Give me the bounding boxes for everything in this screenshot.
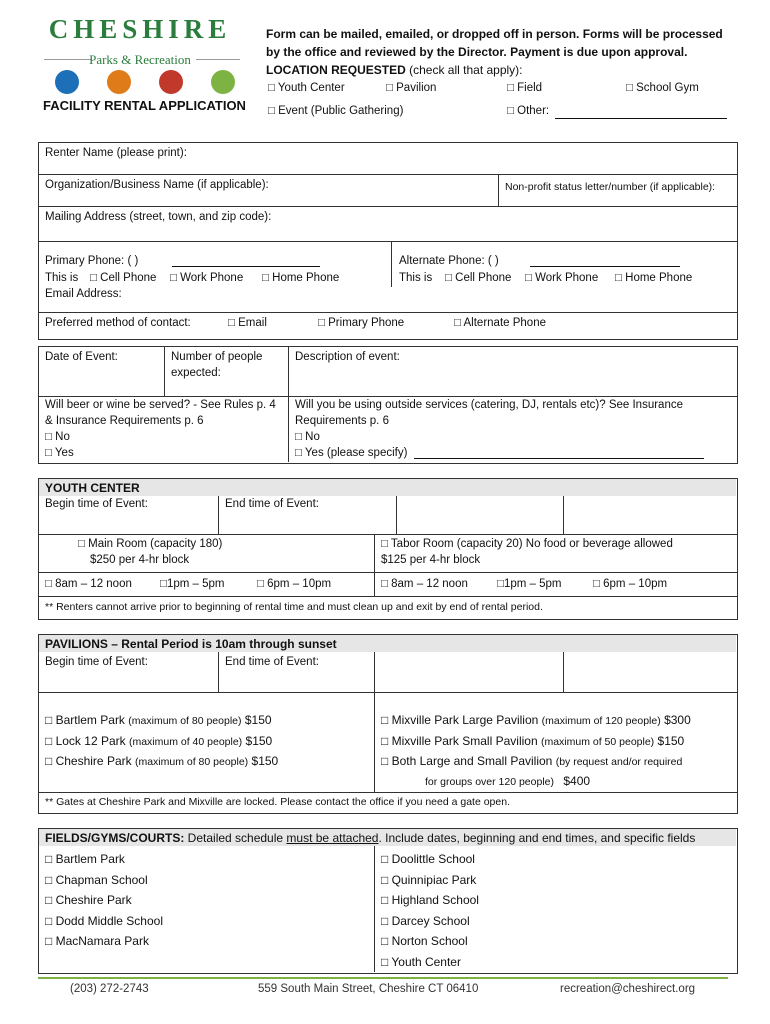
divider-v: [563, 652, 564, 692]
tabor-room-price: $125 per 4-hr block: [381, 554, 481, 566]
pavilion-price: $150: [251, 754, 279, 768]
tabor-slot-1pm-checkbox[interactable]: □1pm – 5pm: [497, 578, 562, 590]
field-option[interactable]: □ Cheshire Park: [45, 893, 132, 908]
outside-yes-checkbox[interactable]: □ Yes (please specify): [295, 447, 408, 459]
main-room-checkbox[interactable]: □ Main Room (capacity 180): [78, 538, 223, 550]
alternate-phone-input[interactable]: [530, 266, 680, 267]
divider-v: [164, 346, 165, 396]
people-icon: [159, 70, 183, 94]
outside-specify-input[interactable]: [414, 458, 704, 459]
yc-rental-note: ** Renters cannot arrive prior to beginning of rental time and must clean up and exit by end of rental period.: [45, 601, 543, 613]
youth-center-header-bg: [39, 479, 736, 496]
divider-v: [288, 346, 289, 462]
alt-cell-checkbox[interactable]: □ Cell Phone: [445, 272, 512, 284]
pref-alternate-checkbox[interactable]: □ Alternate Phone: [454, 317, 546, 329]
loc-youth-center-checkbox[interactable]: □ Youth Center: [268, 82, 345, 94]
divider: [38, 692, 738, 693]
divider-v: [374, 652, 375, 792]
fields-header: [45, 831, 695, 845]
yc-end-time-label: End time of Event:: [225, 498, 319, 510]
primary-work-checkbox[interactable]: □ Work Phone: [170, 272, 244, 284]
location-label: LOCATION REQUESTED: [266, 63, 406, 77]
pavilion-capacity: (by request and/or required: [555, 756, 683, 768]
divider: [38, 174, 738, 175]
pavilion-price: $150: [244, 713, 272, 727]
pavilion-option-mixville-small[interactable]: [381, 734, 684, 748]
main-slot-1pm-checkbox[interactable]: □1pm – 5pm: [160, 578, 225, 590]
loc-other-input-line[interactable]: [555, 118, 727, 119]
field-option[interactable]: □ Doolittle School: [381, 852, 475, 866]
event-description-label: Description of event:: [295, 351, 400, 363]
logo-icons: [55, 70, 235, 94]
youth-center-title: YOUTH CENTER: [45, 481, 140, 495]
alt-work-checkbox[interactable]: □ Work Phone: [525, 272, 599, 284]
org-name-label: Organization/Business Name (if applicable):: [45, 179, 269, 191]
pavilion-name: □ Bartlem Park: [45, 713, 125, 727]
loc-school-gym-checkbox[interactable]: □ School Gym: [626, 82, 699, 94]
gate-note: ** Gates at Cheshire Park and Mixville are locked. Please contact the office if you need a gate open.: [45, 796, 510, 808]
tabor-slot-8am-checkbox[interactable]: □ 8am – 12 noon: [381, 578, 468, 590]
pref-email-checkbox[interactable]: □ Email: [228, 317, 267, 329]
beer-no-checkbox[interactable]: □ No: [45, 431, 70, 443]
divider-v: [396, 496, 397, 534]
pav-begin-time-label: Begin time of Event:: [45, 656, 148, 668]
tabor-slot-6pm-checkbox[interactable]: □ 6pm – 10pm: [593, 578, 668, 590]
pavilion-capacity: (maximum of 80 people): [134, 756, 249, 768]
nonprofit-label: Non-profit status letter/number (if applicable):: [505, 181, 716, 193]
outside-services-question-1: Will you be using outside services (catering, DJ, rentals etc)? See Insurance: [295, 399, 683, 411]
field-option[interactable]: □ Bartlem Park: [45, 852, 125, 866]
form-title: FACILITY RENTAL APPLICATION: [43, 98, 246, 113]
beer-wine-question-2: & Insurance Requirements p. 6: [45, 415, 204, 427]
pavilion-both-price: $400: [563, 774, 591, 788]
field-option[interactable]: □ Norton School: [381, 934, 468, 949]
runner-icon: [211, 70, 235, 94]
pavilion-option-lock12[interactable]: [45, 734, 272, 748]
main-room-price: $250 per 4-hr block: [90, 554, 190, 566]
main-slot-8am-checkbox[interactable]: □ 8am – 12 noon: [45, 578, 132, 590]
people-expected-label-1: Number of people: [171, 351, 263, 363]
intro-line-2: by the office and reviewed by the Director. Payment is due upon approval.: [266, 45, 688, 59]
yc-begin-time-label: Begin time of Event:: [45, 498, 148, 510]
renter-name-label: Renter Name (please print):: [45, 147, 187, 159]
field-option[interactable]: □ Darcey School: [381, 913, 470, 928]
alternate-phone-label: Alternate Phone: ( ): [399, 255, 499, 267]
alt-home-checkbox[interactable]: □ Home Phone: [615, 272, 693, 284]
pavilion-name: □ Mixville Park Small Pavilion: [381, 734, 538, 748]
divider: [38, 206, 738, 207]
alt-this-is-label: This is: [399, 272, 433, 284]
pavilion-capacity: (maximum of 50 people): [540, 736, 655, 748]
beer-yes-checkbox[interactable]: □ Yes: [45, 447, 74, 459]
fields-desc: Detailed schedule: [184, 831, 287, 845]
pavilion-option-both[interactable]: [381, 754, 682, 768]
pavilion-name: □ Both Large and Small Pavilion: [381, 754, 553, 768]
pav-end-time-label: End time of Event:: [225, 656, 319, 668]
divider: [38, 572, 738, 573]
footer-email[interactable]: recreation@cheshirect.org: [560, 983, 696, 995]
divider-v: [218, 652, 219, 692]
this-is-label: This is: [45, 272, 79, 284]
field-option[interactable]: □ Chapman School: [45, 872, 148, 887]
divider-v: [374, 534, 375, 596]
footer-address: 559 South Main Street, Cheshire CT 06410: [258, 983, 479, 995]
loc-pavilion-checkbox[interactable]: □ Pavilion: [386, 82, 437, 94]
loc-event-checkbox[interactable]: □ Event (Public Gathering): [268, 105, 404, 117]
pavilion-option-bartlem[interactable]: [45, 713, 272, 727]
field-option[interactable]: □ Youth Center: [381, 954, 461, 969]
primary-phone-label: Primary Phone: ( ): [45, 255, 139, 267]
pref-primary-checkbox[interactable]: □ Primary Phone: [318, 317, 405, 329]
pavilion-price: $150: [245, 734, 273, 748]
family-icon: [107, 70, 131, 94]
pavilions-title: PAVILIONS – Rental Period is 10am through sunset: [45, 637, 337, 651]
email-address-label: Email Address:: [45, 288, 122, 300]
mailing-address-label: Mailing Address (street, town, and zip code):: [45, 211, 272, 223]
primary-home-checkbox[interactable]: □ Home Phone: [262, 272, 340, 284]
field-option[interactable]: □ Quinnipiac Park: [381, 872, 477, 887]
pavilion-option-mixville-large[interactable]: [381, 713, 691, 727]
beer-wine-question-1: Will beer or wine be served? - See Rules p. 4: [45, 399, 276, 411]
pavilion-capacity: (maximum of 40 people): [128, 736, 243, 748]
loc-other-checkbox[interactable]: □ Other:: [507, 105, 550, 117]
org-logo-title: CHESHIRE: [48, 14, 232, 44]
divider-v: [218, 496, 219, 534]
date-of-event-label: Date of Event:: [45, 351, 118, 363]
footer-phone: (203) 272-2743: [70, 983, 149, 995]
field-option[interactable]: □ MacNamara Park: [45, 934, 149, 949]
fields-left-list: [45, 849, 163, 952]
swimmer-icon: [55, 70, 79, 94]
divider: [38, 396, 738, 397]
divider: [38, 596, 738, 597]
fields-title: FIELDS/GYMS/COURTS:: [45, 831, 185, 845]
divider: [38, 241, 738, 242]
pavilion-capacity: (maximum of 120 people): [541, 715, 661, 727]
divider-v: [563, 496, 564, 534]
divider-v: [391, 241, 392, 287]
people-expected-label-2: expected:: [171, 367, 221, 379]
org-logo-subtitle: Parks & Recreation: [89, 52, 191, 67]
pavilion-price: $150: [657, 734, 685, 748]
pavilion-groups-note: for groups over 120 people): [425, 776, 554, 788]
pavilion-capacity: (maximum of 80 people): [128, 715, 242, 727]
location-note: (check all that apply):: [405, 63, 523, 77]
pavilion-name: □ Mixville Park Large Pavilion: [381, 713, 539, 727]
intro-text: [266, 25, 736, 79]
field-option[interactable]: □ Dodd Middle School: [45, 913, 163, 928]
primary-cell-checkbox[interactable]: □ Cell Phone: [90, 272, 157, 284]
primary-phone-input[interactable]: [172, 266, 320, 267]
divider-v: [374, 846, 375, 972]
pavilion-option-cheshire[interactable]: [45, 754, 278, 768]
fields-desc-underlined: must be attached: [286, 831, 379, 845]
footer-rule: [38, 977, 728, 979]
pavilion-name: □ Cheshire Park: [45, 754, 132, 768]
loc-field-checkbox[interactable]: □ Field: [507, 82, 543, 94]
pavilion-price: $300: [664, 713, 691, 727]
pavilion-name: □ Lock 12 Park: [45, 734, 126, 748]
divider: [38, 312, 738, 313]
divider-v: [498, 174, 499, 206]
fields-desc-rest: . Include dates, beginning and end times, and specific fields: [378, 831, 696, 845]
outside-services-question-2: Requirements p. 6: [295, 415, 389, 427]
divider: [38, 534, 738, 535]
intro-line-1: Form can be mailed, emailed, or dropped off in person. Forms will be processed: [266, 27, 723, 41]
main-slot-6pm-checkbox[interactable]: □ 6pm – 10pm: [257, 578, 332, 590]
preferred-contact-label: Preferred method of contact:: [45, 317, 191, 329]
fields-right-list: [381, 849, 479, 973]
outside-no-checkbox[interactable]: □ No: [295, 431, 320, 443]
field-option[interactable]: □ Highland School: [381, 893, 479, 908]
pavilion-both-groups-note: [425, 774, 590, 788]
divider: [38, 792, 738, 793]
tabor-room-checkbox[interactable]: □ Tabor Room (capacity 20) No food or beverage allowed: [381, 538, 673, 550]
